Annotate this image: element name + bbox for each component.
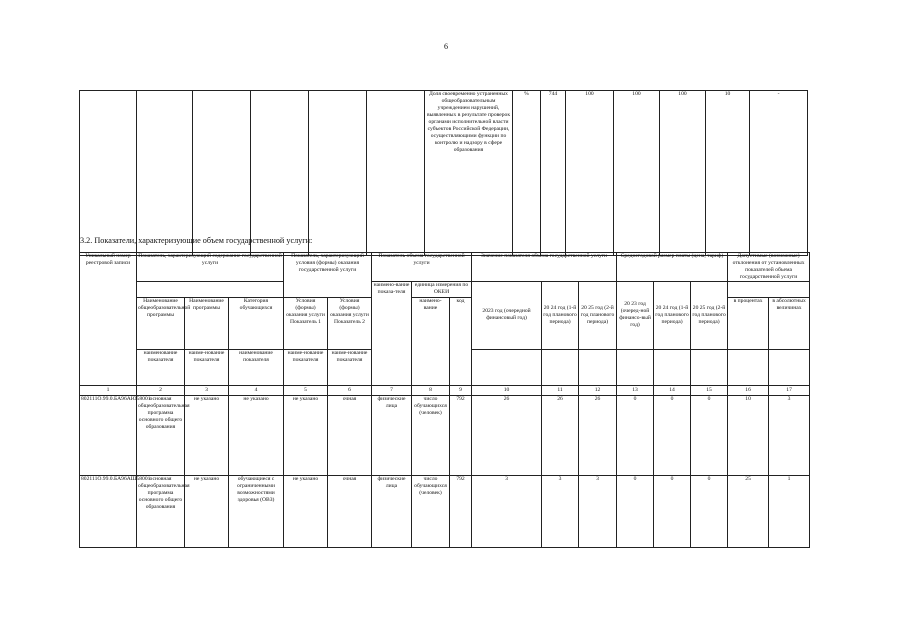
row-code: 792 xyxy=(450,395,472,475)
subheader-name: наиме-нование показателя xyxy=(328,349,372,385)
row-condition-1: не указано xyxy=(284,395,328,475)
column-number: 1 xyxy=(80,385,137,395)
header-program-name: Наименование общеобразовательной программы xyxy=(137,297,185,349)
header-indicator-name: наимено-вание показа-теля xyxy=(372,281,412,385)
row-value-2023: 3 xyxy=(472,475,542,547)
unit-cell: % xyxy=(513,91,541,256)
row-fee-2023: 0 xyxy=(617,475,654,547)
column-number: 8 xyxy=(412,385,450,395)
section-title: 3.2. Показатели, характеризующие объем государственной услуги: xyxy=(80,236,313,245)
subheader-name: наименование показателя xyxy=(137,349,185,385)
header-content: Показатель, характеризующий содержание государственной услуги xyxy=(137,253,284,282)
row-unit: число обучающихся (человек) xyxy=(412,475,450,547)
column-number: 9 xyxy=(450,385,472,395)
subheader-name: наименование показателя xyxy=(229,349,284,385)
row-id: 802111О.99.0.БА96АЮ58001 xyxy=(80,395,137,475)
row-fee-2024: 0 xyxy=(654,475,691,547)
header-2024: 20 24 год (1-й год планового периода) xyxy=(542,281,579,349)
value-2023-cell: 100 xyxy=(566,91,614,256)
row-category: не указано xyxy=(229,395,284,475)
row-program-name: основная общеобразовательная программа основного общего образования xyxy=(137,475,185,547)
row-fee-2025: 0 xyxy=(691,475,728,547)
column-number: 14 xyxy=(654,385,691,395)
row-program: не указано xyxy=(185,475,229,547)
header-fee-2025: 20 25 год (2-й год планового периода) xyxy=(691,281,728,349)
column-number: 3 xyxy=(185,385,229,395)
row-program: не указано xyxy=(185,395,229,475)
header-okei-name: наимено-вание xyxy=(412,297,450,385)
row-fee-2025: 0 xyxy=(691,395,728,475)
header-volume: Показатель объема государственной услуги xyxy=(372,253,472,282)
column-number: 10 xyxy=(472,385,542,395)
value-2025-cell: 100 xyxy=(660,91,706,256)
column-numbers-row xyxy=(80,385,810,395)
header-2023: 2023 год (очередной финансовый год) xyxy=(472,281,542,349)
column-number: 6 xyxy=(328,385,372,395)
column-number: 11 xyxy=(542,385,579,395)
header-fee-2023: 20 23 год (очеред-ной финансо-вый год) xyxy=(617,281,654,349)
quality-indicators-table-continuation xyxy=(79,90,808,256)
row-dev-pct: 25 xyxy=(728,475,769,547)
header-in-absolute: в абсолютных величинах xyxy=(769,297,810,349)
column-number: 12 xyxy=(579,385,617,395)
indicator-name-cell: Доля своевременно устраненных общеобразовательным учреждением нарушений, выявленных в результате проверок органами исполнительной власти субъектов Российской Федерации, осуществляющими функции по контролю и надзору в сфере образования xyxy=(425,91,513,256)
column-number: 15 xyxy=(691,385,728,395)
header-okei-code: код xyxy=(450,297,472,385)
column-number: 4 xyxy=(229,385,284,395)
table-row xyxy=(80,475,810,547)
row-id: 802111О.99.0.БА96АШ58001 xyxy=(80,475,137,547)
row-value-2024: 26 xyxy=(542,395,579,475)
deviation-abs-cell: - xyxy=(750,91,808,256)
row-indicator: физические лица xyxy=(372,475,412,547)
row-fee-2024: 0 xyxy=(654,395,691,475)
row-dev-abs: 3 xyxy=(769,395,810,475)
header-deviation: Допустимые (возможные) отклонения от установленных показателей объема государственной услуги xyxy=(728,253,810,282)
page-number: 6 xyxy=(444,42,448,51)
column-number: 7 xyxy=(372,385,412,395)
column-number: 2 xyxy=(137,385,185,395)
header-program: Наименование программы xyxy=(185,297,229,349)
header-avg-fee: Среднегодовой размер платы (цена, тариф) xyxy=(617,253,728,282)
header-conditions: Показатель, характеризующий условия (формы) оказания государственной услуги xyxy=(284,253,372,298)
header-volume-value: Значение показателя объема государственной услуги xyxy=(472,253,617,282)
column-number: 17 xyxy=(769,385,810,395)
row-value-2024: 3 xyxy=(542,475,579,547)
volume-indicators-table xyxy=(79,252,810,548)
row-unit: число обучающихся (человек) xyxy=(412,395,450,475)
row-fee-2023: 0 xyxy=(617,395,654,475)
header-in-percent: в процентах xyxy=(728,297,769,349)
row-dev-pct: 10 xyxy=(728,395,769,475)
row-value-2025: 26 xyxy=(579,395,617,475)
row-value-2023: 26 xyxy=(472,395,542,475)
row-program-name: основная общеобразовательная программа основного общего образования xyxy=(137,395,185,475)
header-category: Категория обучающихся xyxy=(229,297,284,349)
row-code: 792 xyxy=(450,475,472,547)
row-indicator: физические лица xyxy=(372,395,412,475)
row-condition-2: очная xyxy=(328,475,372,547)
value-2024-cell: 100 xyxy=(614,91,660,256)
column-number: 13 xyxy=(617,385,654,395)
subheader-name: наиме-нование показателя xyxy=(284,349,328,385)
row-value-2025: 3 xyxy=(579,475,617,547)
row-dev-abs: 1 xyxy=(769,475,810,547)
column-number: 16 xyxy=(728,385,769,395)
row-category: обучающиеся с ограниченными возможностями здоровья (ОВЗ) xyxy=(229,475,284,547)
header-unique-number: Уникальный номер реестровой записи xyxy=(80,253,137,386)
table-row xyxy=(80,395,810,475)
subheader-name: наиме-нование показателя xyxy=(185,349,229,385)
deviation-pct-cell: 10 xyxy=(706,91,750,256)
row-condition-1: не указано xyxy=(284,475,328,547)
row-condition-2: очная xyxy=(328,395,372,475)
header-okei: единица измерения по ОКЕИ xyxy=(412,281,472,297)
header-fee-2024: 20 24 год (1-й год планового периода) xyxy=(654,281,691,349)
column-number: 5 xyxy=(284,385,328,395)
okei-code-cell: 744 xyxy=(541,91,566,256)
header-condition-1: Условия (формы) оказания услуги Показатель 1 xyxy=(284,297,328,349)
header-condition-2: Условия (формы) оказания услуги Показатель 2 xyxy=(328,297,372,349)
header-2025: 20 25 год (2-й год планового периода) xyxy=(579,281,617,349)
